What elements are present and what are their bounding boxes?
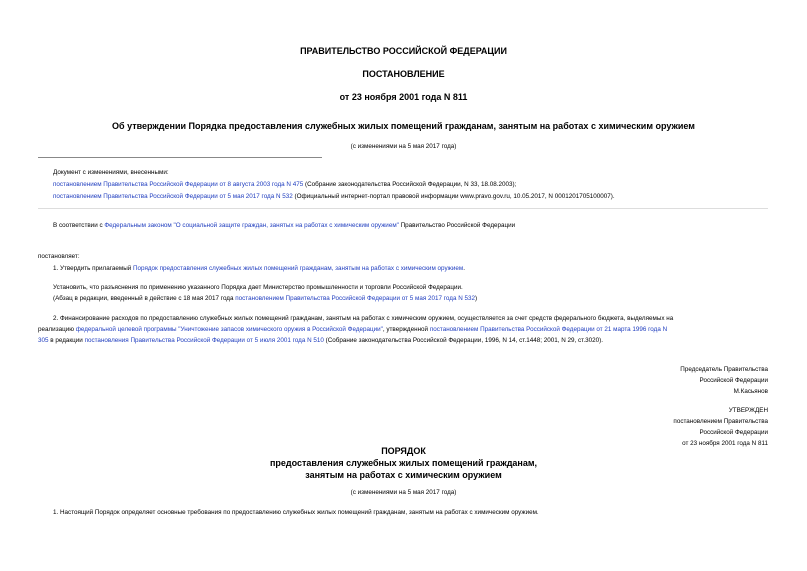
decree-1996-link-cont[interactable]: 305 [38,337,49,344]
doc-revision: (с изменениями на 5 мая 2017 года) [350,143,457,150]
amendment-text-2: (Официальный интернет-портал правовой информации www.pravo.gov.ru, 10.05.2017, N 0001201705100007). [292,193,615,200]
amendment-link-1[interactable]: постановлением Правительства Российской Федерации от 8 августа 2003 года N 475 [53,181,304,188]
clarify-line-1: Установить, что разъяснения по применению указанного Порядка дает Министерство промышленности и торговли Российской Федерации. [53,284,463,291]
amendment-item-2 [53,193,615,200]
fcp-link[interactable]: федеральной целевой программы "Уничтожение запасов химического оружия в Российской Федерации" [75,326,383,333]
p1-text-end: . [463,265,465,272]
doc-date: от 23 ноября 2001 года N 811 [339,92,468,102]
clarify-line-2 [53,295,477,302]
government-heading: ПРАВИТЕЛЬСТВО РОССИЙСКОЙ ФЕДЕРАЦИИ [300,46,507,56]
clarify-text: (Абзац в редакции, введенный в действие с 18 мая 2017 года [53,295,236,302]
clarify-text-end: ) [475,295,478,302]
amendments-intro: Документ с изменениями, внесенными: [53,169,169,176]
p2-text-a: реализацию [38,326,76,333]
p1-text: 1. Утвердить прилагаемый [53,265,134,272]
preamble-text: В соответствии с [53,222,105,229]
divider-short [38,157,322,158]
divider-long [38,208,768,209]
decree-1996-link[interactable]: постановлением Правительства Российской Федерации от 21 марта 1996 года N [429,326,668,333]
clarify-link[interactable]: постановлением Правительства Российской Федерации от 5 мая 2017 года N 532 [235,295,476,302]
preamble [53,222,515,229]
paragraph-1 [53,265,465,272]
order-subtitle-2: занятым на работах с химическим оружием [305,470,502,480]
signature-name: М.Касьянов [733,388,768,395]
signature-line-2: Российской Федерации [699,377,768,384]
order-item-1: 1. Настоящий Порядок определяет основные требования по предоставлению служебных жилых помещений гражданам, занятым на работах с химическим оружием. [53,509,539,516]
doc-title: Об утверждении Порядка предоставления служебных жилых помещений гражданам, занятым на работах с химическим оружием [112,121,695,131]
approved-line-3: Российской Федерации [699,429,768,436]
p2-text-d: (Собрание законодательства Российской Федерации, 1996, N 14, ст.1448; 2001, N 29, ст.3020). [323,337,603,344]
p2-text-b: , утвержденной [382,326,430,333]
order-subtitle-1: предоставления служебных жилых помещений гражданам, [269,458,538,468]
p2-line-1: 2. Финансирование расходов по предоставлению служебных жилых помещений гражданам, занятым на работах с химическим оружием, осуществляется за счет средств федерального бюджета, выделяемых на [53,315,674,322]
order-revision: (с изменениями на 5 мая 2017 года) [350,489,457,496]
p2-line-3 [38,337,603,344]
doc-type-heading: ПОСТАНОВЛЕНИЕ [362,69,445,79]
amendment-item-1 [53,181,516,188]
signature-line-1: Председатель Правительства [680,366,768,373]
p2-text-c: в редакции [48,337,85,344]
decree-2001-link[interactable]: постановления Правительства Российской Федерации от 5 июля 2001 года N 510 [84,337,324,344]
approved-line-4: от 23 ноября 2001 года N 811 [682,440,768,447]
p2-line-2 [38,326,667,333]
order-title: ПОРЯДОК [381,446,426,456]
order-link[interactable]: Порядок предоставления служебных жилых помещений гражданам, занятым на работах с химическим оружием [133,265,464,272]
approved-label: УТВЕРЖДЕН [728,407,768,414]
preamble-text-end: Правительство Российской Федерации [398,222,516,229]
decides-label: постановляет: [38,253,80,260]
federal-law-link[interactable]: Федеральным законом "О социальной защите граждан, занятых на работах с химическим оружием" [104,222,399,229]
amendment-link-2[interactable]: постановлением Правительства Российской Федерации от 5 мая 2017 года N 532 [53,193,293,200]
approved-line-2: постановлением Правительства [673,418,768,425]
amendment-text-1: (Собрание законодательства Российской Федерации, N 33, 18.08.2003); [303,181,517,188]
